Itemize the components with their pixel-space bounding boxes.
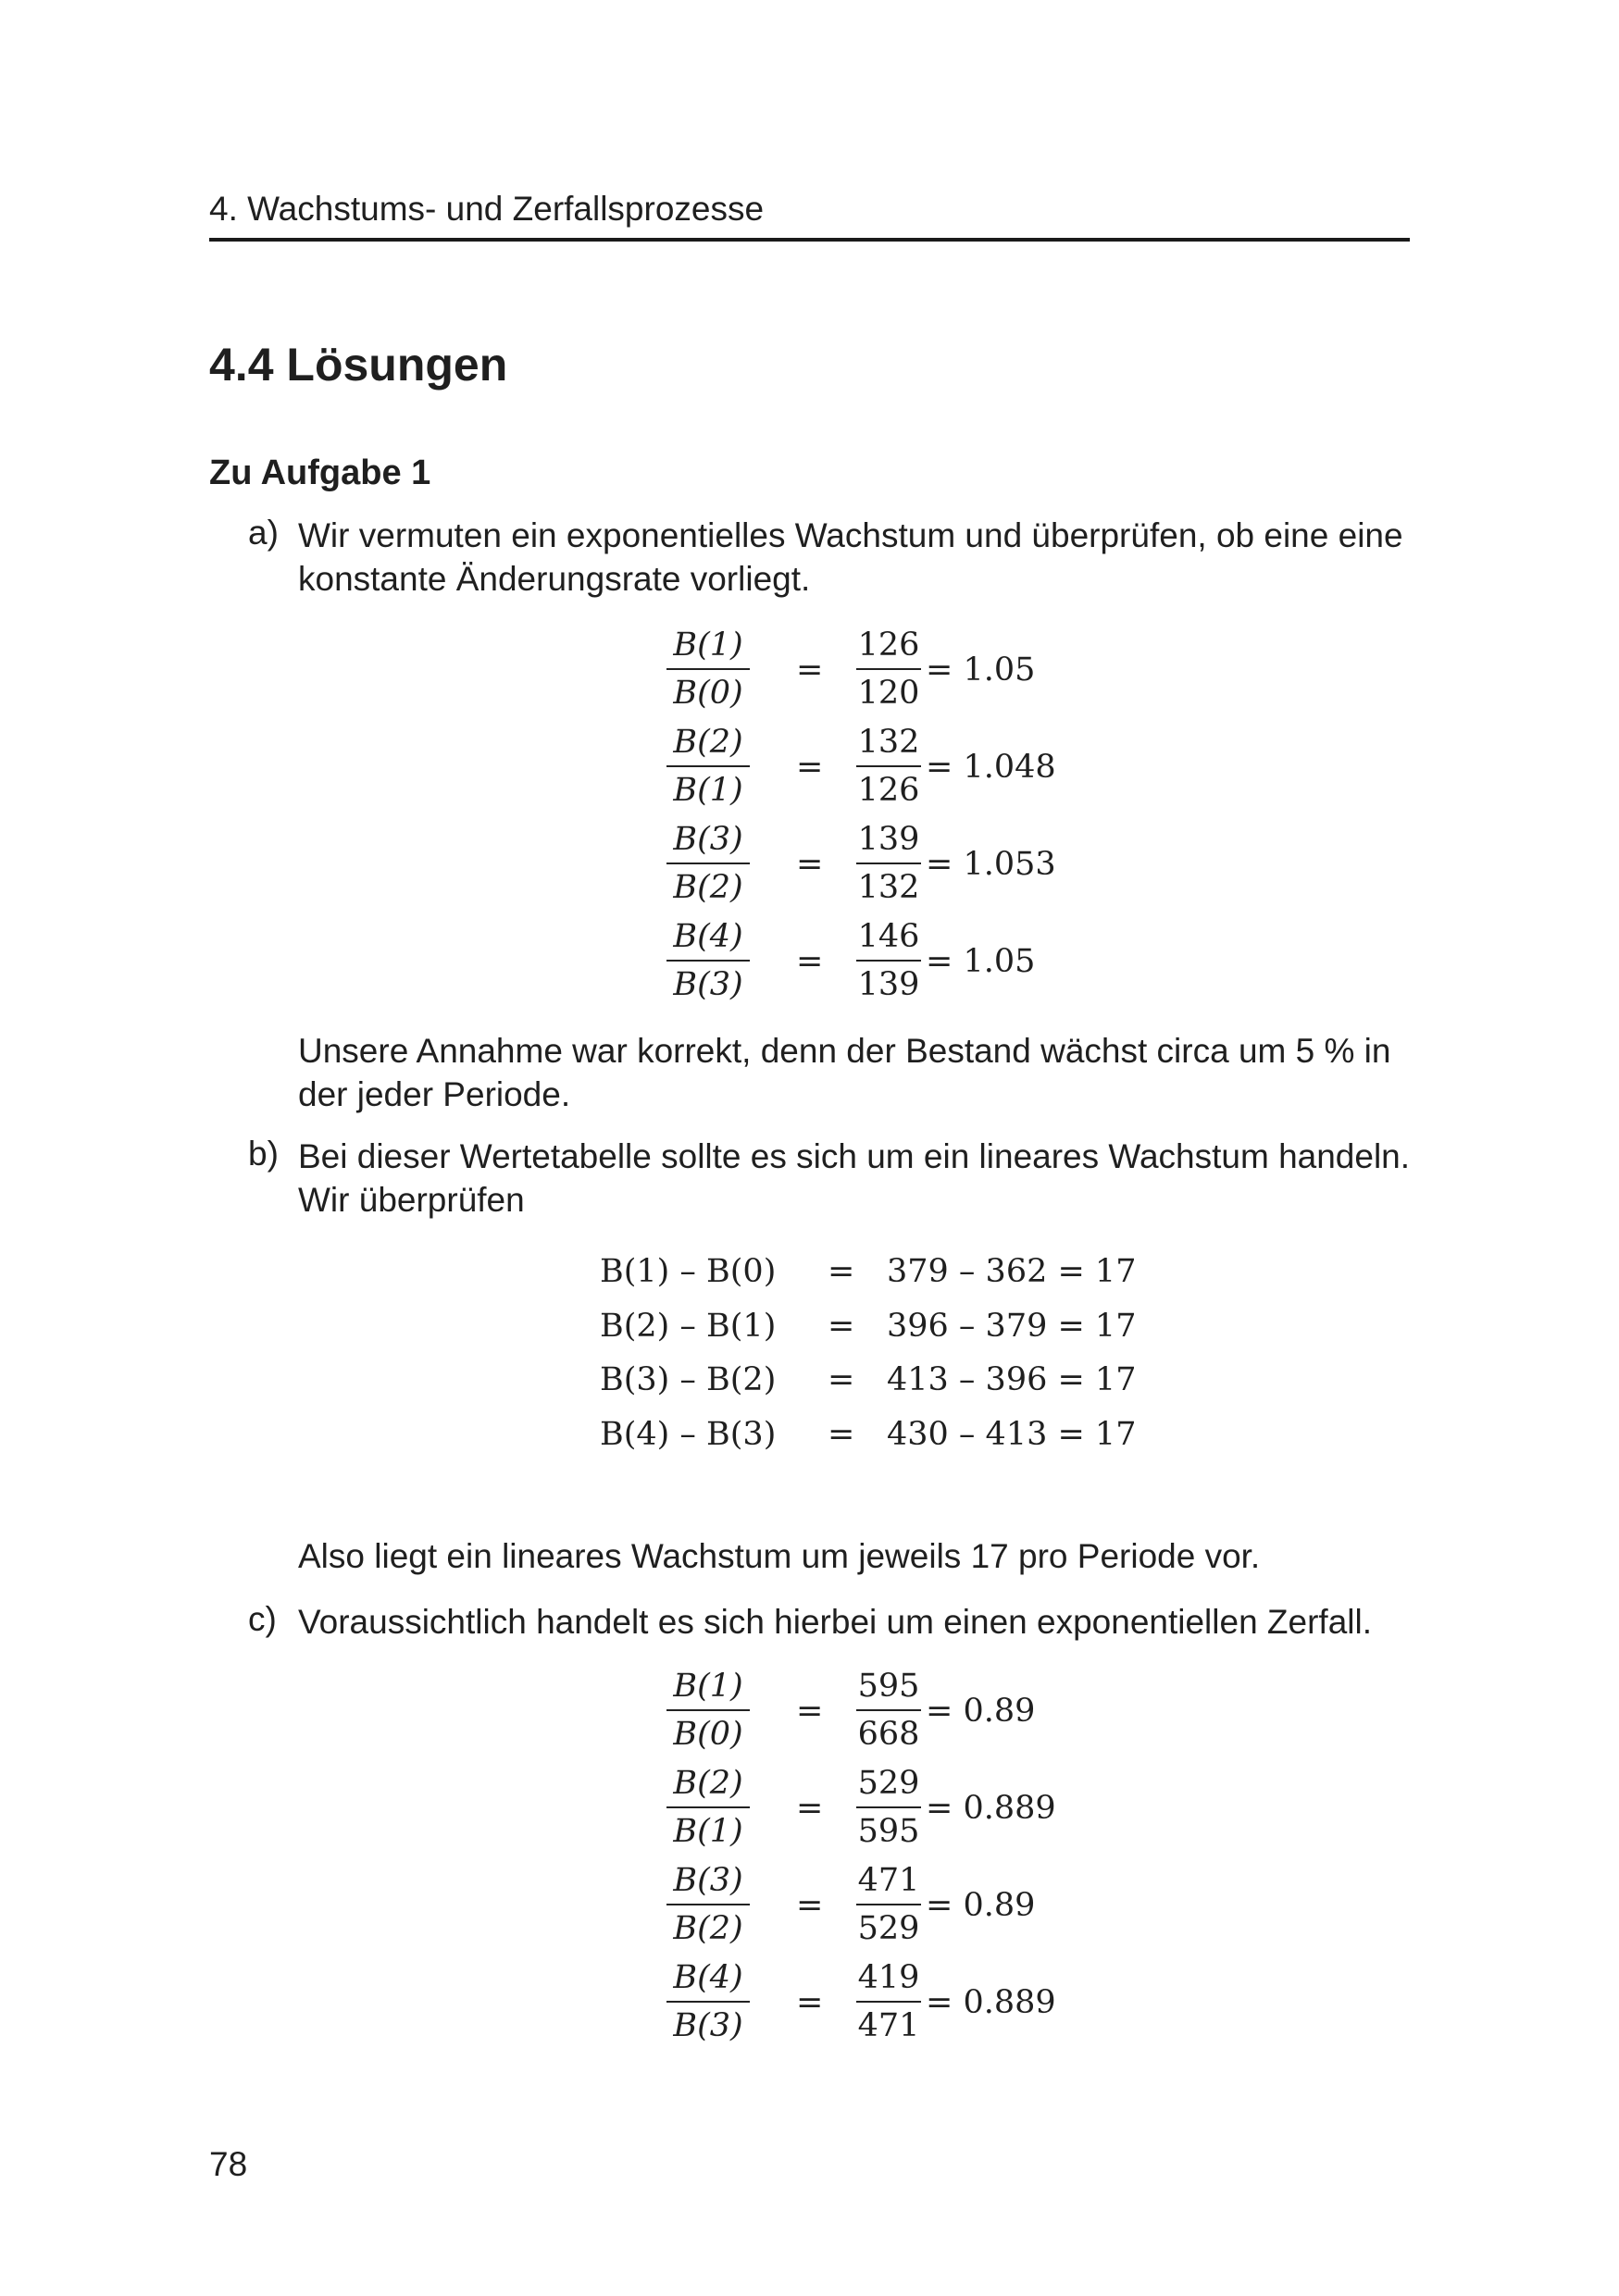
- rhs-numerator: 529: [857, 1765, 920, 1802]
- difference-rhs: 379 – 362 = 17: [887, 1253, 1137, 1290]
- header-rule: [209, 238, 1410, 242]
- rhs-numerator: 471: [857, 1862, 920, 1899]
- part-a-label: a): [248, 514, 279, 552]
- lhs-numerator: B(2): [673, 1765, 743, 1802]
- rhs-denominator: 126: [857, 772, 920, 809]
- difference-lhs: B(3) – B(2): [600, 1361, 777, 1398]
- equals-sign: =: [828, 1307, 855, 1345]
- difference-rhs: 396 – 379 = 17: [887, 1307, 1137, 1345]
- rhs-denominator: 139: [857, 966, 920, 1003]
- difference-lhs: B(1) – B(0): [600, 1253, 777, 1290]
- equals-sign: =: [828, 1415, 855, 1453]
- equals-sign: =: [796, 943, 824, 980]
- lhs-numerator: B(4): [673, 1959, 743, 1996]
- rhs-numerator: 146: [857, 918, 920, 955]
- difference-lhs: B(2) – B(1): [600, 1307, 777, 1345]
- running-header: 4. Wachstums- und Zerfallsprozesse: [209, 190, 765, 228]
- ratio-result: = 1.05: [926, 652, 1036, 689]
- lhs-numerator: B(1): [673, 1668, 743, 1705]
- rhs-numerator: 126: [857, 627, 920, 664]
- part-a-intro-line2: konstante Änderungsrate vorliegt.: [298, 560, 811, 598]
- section-title: 4.4 Lösungen: [209, 339, 508, 391]
- part-b-intro-line2: Wir überprüfen: [298, 1181, 525, 1219]
- lhs-denominator: B(0): [673, 1716, 743, 1753]
- lhs-numerator: B(4): [673, 918, 743, 955]
- equals-sign: =: [796, 1887, 824, 1924]
- part-a-conclusion-line1: Unsere Annahme war korrekt, denn der Bestand wächst circa um 5 % in: [298, 1032, 1391, 1070]
- lhs-denominator: B(1): [673, 1813, 743, 1850]
- equals-sign: =: [796, 652, 824, 689]
- lhs-denominator: B(2): [673, 1910, 743, 1947]
- page-number: 78: [209, 2145, 248, 2183]
- part-c-label: c): [248, 1600, 277, 1638]
- rhs-numerator: 132: [857, 724, 920, 761]
- part-b-conclusion: Also liegt ein lineares Wachstum um jeweils 17 pro Periode vor.: [298, 1537, 1261, 1575]
- rhs-denominator: 132: [857, 869, 920, 906]
- part-a-intro-line1: Wir vermuten ein exponentielles Wachstum und überprüfen, ob eine eine: [298, 516, 1403, 554]
- part-a-conclusion-line2: der jeder Periode.: [298, 1075, 571, 1113]
- lhs-numerator: B(3): [673, 821, 743, 858]
- rhs-numerator: 595: [857, 1668, 920, 1705]
- rhs-numerator: 419: [857, 1959, 920, 1996]
- lhs-denominator: B(1): [673, 772, 743, 809]
- ratio-result: = 0.89: [926, 1887, 1036, 1924]
- equals-sign: =: [828, 1253, 855, 1290]
- difference-rhs: 430 – 413 = 17: [887, 1415, 1137, 1453]
- lhs-denominator: B(3): [673, 966, 743, 1003]
- rhs-denominator: 668: [857, 1716, 920, 1753]
- rhs-denominator: 471: [857, 2007, 920, 2044]
- equals-sign: =: [796, 1790, 824, 1827]
- part-a-conclusion: [298, 1029, 1418, 1116]
- lhs-numerator: B(2): [673, 724, 743, 761]
- equals-sign: =: [796, 749, 824, 786]
- part-b-intro: [298, 1135, 1418, 1222]
- ratio-result: = 1.048: [926, 749, 1056, 786]
- part-b-intro-line1: Bei dieser Wertetabelle sollte es sich um ein lineares Wachstum handeln.: [298, 1137, 1411, 1175]
- rhs-numerator: 139: [857, 821, 920, 858]
- lhs-denominator: B(3): [673, 2007, 743, 2044]
- difference-lhs: B(4) – B(3): [600, 1415, 777, 1453]
- part-b-label: b): [248, 1135, 279, 1173]
- lhs-numerator: B(1): [673, 627, 743, 664]
- part-a-intro: [298, 514, 1418, 601]
- ratio-result: = 0.89: [926, 1693, 1036, 1730]
- part-c-intro: Voraussichtlich handelt es sich hierbei um einen exponentiellen Zerfall.: [298, 1603, 1373, 1641]
- lhs-numerator: B(3): [673, 1862, 743, 1899]
- ratio-result: = 0.889: [926, 1790, 1056, 1827]
- equals-sign: =: [828, 1361, 855, 1398]
- ratio-result: = 1.053: [926, 846, 1056, 883]
- equals-sign: =: [796, 1693, 824, 1730]
- equals-sign: =: [796, 1984, 824, 2021]
- difference-rhs: 413 – 396 = 17: [887, 1361, 1137, 1398]
- lhs-denominator: B(0): [673, 675, 743, 712]
- rhs-denominator: 529: [857, 1910, 920, 1947]
- ratio-result: = 1.05: [926, 943, 1036, 980]
- lhs-denominator: B(2): [673, 869, 743, 906]
- rhs-denominator: 120: [857, 675, 920, 712]
- ratio-result: = 0.889: [926, 1984, 1056, 2021]
- equals-sign: =: [796, 846, 824, 883]
- rhs-denominator: 595: [857, 1813, 920, 1850]
- subsection-title: Zu Aufgabe 1: [209, 453, 431, 492]
